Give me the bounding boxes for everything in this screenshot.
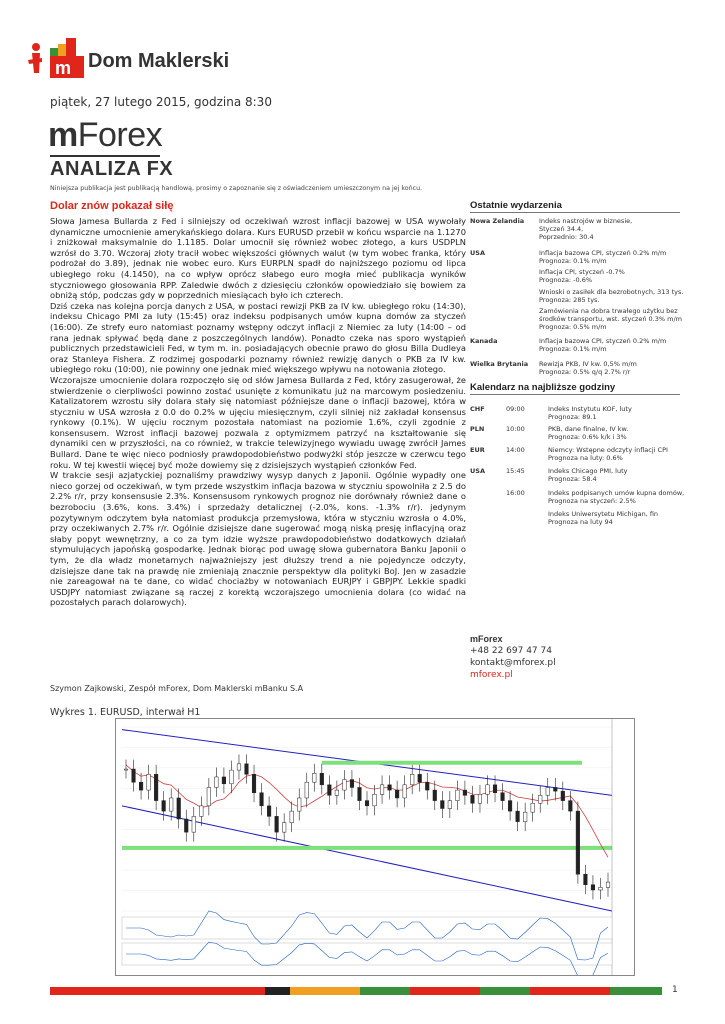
svg-text:m: m [55, 58, 72, 78]
calendar-country: PLN [470, 425, 485, 433]
footer-segment [610, 987, 662, 995]
event-text [539, 268, 714, 284]
calendar-line: Indeks Chicago PMI, luty [548, 467, 628, 475]
contact-name: mForex [470, 634, 503, 644]
candle-body [538, 795, 542, 803]
candle-body [433, 790, 437, 801]
candle-body [561, 791, 565, 800]
contact-block [470, 633, 556, 681]
event-line: Prognoza: 0.1% m/m [539, 345, 607, 354]
candle-body [373, 794, 377, 806]
events-title: Ostatnie wydarzenia [470, 200, 562, 211]
candle-body [328, 785, 332, 796]
candle-body [132, 769, 136, 782]
candle-body [576, 811, 580, 874]
indicator-pane-1 [122, 917, 612, 939]
eurusd-chart [115, 718, 635, 976]
footer-segment [50, 987, 215, 995]
events-divider [470, 212, 680, 213]
candle-body [230, 770, 234, 784]
page-number: 1 [672, 985, 678, 995]
calendar-divider [470, 394, 680, 395]
candle-body [388, 785, 392, 790]
footer-segment [530, 987, 610, 995]
calendar-line: Prognoza: 89.1 [548, 413, 597, 422]
calendar-desc [548, 405, 718, 421]
event-line: Prognoza: 0.1% m/m [539, 257, 607, 266]
candle-body [335, 790, 339, 795]
author: Szymon Zajkowski, Zespół mForex, Dom Maklerski mBanku S.A [50, 684, 304, 693]
event-line: Rewizja PKB, IV kw. 0,5% m/m [539, 360, 637, 368]
candle-body [297, 798, 301, 811]
candle-body [350, 780, 354, 788]
subtitle: ANALIZA FX [50, 158, 174, 180]
calendar-country: CHF [470, 405, 485, 413]
calendar-desc [548, 489, 718, 505]
calendar-title: Kalendarz na najbliższe godziny [470, 382, 616, 393]
calendar-desc [548, 446, 718, 462]
event-line: Prognoza: 285 tys. [539, 296, 600, 305]
candle-body [508, 801, 512, 812]
candle-body [531, 803, 535, 812]
footer-segment [215, 987, 265, 995]
logo-text: Dom Maklerski [88, 50, 230, 72]
candle-body [584, 874, 588, 885]
candle-body [410, 774, 414, 785]
event-text [539, 217, 714, 242]
footer-color-bar [50, 987, 662, 995]
candle-body [312, 773, 316, 782]
candle-body [305, 782, 309, 798]
candle-body [358, 787, 362, 800]
footer-segment [360, 987, 410, 995]
calendar-country: EUR [470, 446, 485, 454]
candle-body [553, 787, 557, 791]
paragraph: Wczorajsze umocnienie dolara rozpoczęło się od słów Jamesa Bullarda z Fed, który zasugerował, że stwierdzenie o cierpliwości powinno zostać usunięte z komunikatu już na marcowym posiedzeniu. Katalizatorem wzrostu siły dolara stały się natomiast późniejsze dane o inflacji bazowej, która w styczniu w USA wzrosła z 0.0 do 0.2% w ujęciu miesięcznym, czyli silniej niż zakładał konsensus rynkowy (0.1%). W ujęciu rocznym pozostała natomiast na poziomie 1.6%, czyli zgodnie z konsensusem. Wzrost inflacji bazowej pozwala z optymizmem patrzyć na kształtowanie się dynamiki cen w przyszłości, na co również, w trakcie telewizyjnego wywiadu uwagę zwrócił James Bullard. Dane te więc nieco podniosły prawdopodobieństwo podwyżki stóp jeszcze w czerwcu tego roku. W tej kwestii więcej być może dowiemy się z dzisiejszych wystąpień członków Fed. [50, 374, 466, 470]
candle-body [501, 793, 505, 801]
candle-body [569, 801, 573, 812]
candle-body [154, 774, 158, 800]
calendar-time: 14:00 [506, 446, 525, 454]
event-line: Zamówienia na dobra trwałego użytku bez [539, 307, 678, 315]
candle-body [478, 794, 482, 803]
candle-body [290, 811, 294, 823]
brand-main: Forex [77, 116, 163, 154]
event-line: Wnioski o zasiłek dla bezrobotnych, 313 tys. [539, 288, 684, 296]
calendar-desc [548, 467, 718, 483]
candle-body [139, 782, 143, 790]
candle-body [365, 801, 369, 806]
calendar-time: 15:45 [506, 467, 525, 475]
event-country: Nowa Zelandia [470, 217, 525, 225]
calendar-desc [548, 425, 718, 441]
candle-body [147, 774, 151, 790]
event-text [539, 307, 714, 332]
candle-body [222, 777, 226, 784]
candle-body [282, 823, 286, 832]
calendar-desc [548, 510, 718, 526]
event-text [539, 249, 714, 265]
event-line: środków transportu, wst. styczeń 0.3% m/m [539, 315, 682, 324]
footer-segment [290, 987, 360, 995]
candle-body [343, 780, 347, 791]
publication-date: piątek, 27 lutego 2015, godzina 8:30 [50, 95, 272, 109]
event-text [539, 288, 714, 304]
event-text [539, 360, 714, 376]
candle-body [599, 887, 603, 890]
candle-body [448, 801, 452, 809]
calendar-line: Prognoza na luty: 0.6% [548, 454, 623, 463]
event-line: Inflacja CPI, styczeń -0.7% [539, 268, 625, 276]
candle-body [200, 806, 204, 817]
event-text [539, 337, 714, 353]
calendar-line: PKB, dane finalne, IV kw. [548, 425, 629, 433]
chart-caption: Wykres 1. EURUSD, interwał H1 [50, 707, 201, 718]
candle-body [403, 785, 407, 798]
event-line: Prognoza: -0.6% [539, 276, 593, 285]
contact-url[interactable]: mforex.pl [470, 670, 513, 680]
calendar-line: Niemcy: Wstępne odczyty inflacji CPI [548, 446, 668, 454]
candle-body [493, 785, 497, 793]
event-line: Prognoza: 0.5% q/q 2.7% r/r [539, 368, 631, 377]
candle-body [486, 785, 490, 794]
calendar-line: Prognoza na luty 94 [548, 518, 613, 527]
candle-body [245, 764, 249, 775]
calendar-line: Indeks Instytutu KOF, luty [548, 405, 632, 413]
candle-body [252, 774, 256, 792]
candle-body [463, 790, 467, 795]
calendar-time: 16:00 [506, 489, 525, 497]
calendar-line: Prognoza: 0.6% k/k i 3% [548, 433, 627, 442]
candle-body [320, 773, 324, 785]
contact-phone: +48 22 697 47 74 [470, 646, 552, 656]
calendar-country: USA [470, 467, 485, 475]
candle-body [215, 777, 219, 788]
article-body [50, 216, 466, 608]
event-line: Styczeń 34.4, [539, 225, 584, 234]
candle-body [418, 774, 422, 782]
candle-body [546, 787, 550, 795]
candle-body [267, 806, 271, 817]
brand-prefix: m [48, 116, 78, 154]
paragraph: W trakcie sesji azjatyckiej poznaliśmy prawdziwy wysyp danych z Japonii. Ogólnie wypadły one nieco gorzej od oczekiwań, w tym przede wszystkim inflacja bazowa w styczniu spowolniła z 2.5 do 2.2% r/r, przy konsensusie 2.3%. Konsensusom rynkowych prognoz nie dorównały również dane o bezrobociu (3.6%, kons. 3.4%) i sprzedaży detalicznej (-2.0%, kons. -1.3% r/r). jedynym pozytywnym odczytem była natomiast produkcja przemysłowa, która w styczniu wzrosła o 4.0%, przy oczekiwanych 2.7% r/r. Ogólnie dzisiejsze dane sugerować mogą niską presję inflacyjną oraz słaby popyt wewnętrzny, a co za tym idzie wyższe prawdopodobieństwo dodatkowych działań stymulujących japońską gospodarkę. Jednak biorąc pod uwagę słowa gubernatora Banku Japonii o tym, że dla władz monetarnych najważniejszy jest dłuższy trend a nie pojedyncze odczyty, dzisiejsze dane tak na prawdę nie zmieniają znacznie perspektyw dla polityki BoJ. Jen w zasadzie nie zareagował na te dane, co widać chociażby w notowaniach EURJPY i GBPJPY. Lekkie spadki USDJPY natomiast związane są raczej z korektą wczorajszego umocnienia dolara (co widać na pozostałych parach dolarowych). [50, 470, 466, 608]
calendar-time: 10:00 [506, 425, 525, 433]
calendar-line: Prognoza na styczeń: 2.5% [548, 497, 636, 506]
candle-body [395, 790, 399, 798]
candle-body [275, 816, 279, 832]
event-line: Indeks nastrojów w biznesie, [539, 217, 633, 225]
footer-segment [410, 987, 480, 995]
candle-body [606, 882, 610, 887]
event-country: Wielka Brytania [470, 360, 529, 368]
paragraph: Słowa Jamesa Bullarda z Fed i silniejszy od oczekiwań wzrost inflacji bazowej w USA wywołały dynamiczne umocnienie amerykańskiego dolara. Kurs EURUSD przebił w końcu wsparcie na 1.1270 i zniżkował maksymalnie do 1.1185. Dolar umocnił się również wobec złotego, a kurs USDPLN wzrósł do 3.70. Wczoraj złoty tracił wobec większości głównych walut (w tym wobec franka, który podrożał do 3.89), jednak nie wobec euro. Kurs EURPLN spadł do najniższego poziomu od lipca ubiegłego roku (4.1450), na co wpływ oprócz słabego euro mogła mieć publikacja wyników styczniowego głosowania RPP. Zaledwie dwóch z dziesięciu członków opowiedziało się bowiem za obniżą stóp, podczas gdy w poprzednich miesiącach było ich czterech. [50, 216, 466, 301]
brand-divider [50, 155, 160, 157]
event-line: Poprzednio: 30.4 [539, 233, 594, 242]
indicator-pane-2 [122, 943, 612, 965]
calendar-time: 09:00 [506, 405, 525, 413]
event-country: Kanada [470, 337, 498, 345]
candle-body [441, 801, 445, 809]
candle-body [591, 885, 595, 890]
candle-body [124, 769, 128, 770]
brand-title [48, 116, 162, 155]
calendar-line: Prognoza: 58.4 [548, 475, 597, 484]
article-title: Dolar znów pokazał siłę [50, 200, 174, 212]
candle-body [237, 764, 241, 770]
candle-body [260, 793, 264, 806]
candle-body [192, 816, 196, 832]
event-line: Inflacja bazowa CPI, styczeń 0.2% m/m [539, 249, 667, 257]
footer-segment [480, 987, 530, 995]
event-country: USA [470, 249, 485, 257]
paragraph: Dziś czeka nas kolejna porcja danych z USA, w postaci rewizji PKB za IV kw. ubiegłego roku (14:30), indeksu Chicago PMI za luty (15:45) oraz indeksu podpisanych umów kupna domów za styczeń (16:00). Ze strefy euro natomiast poznamy wstępny odczyt inflacji z Niemiec za luty (14:00 – od rana jednak spływać będą dane z poszczególnych landów). Ponadto czeka nas sporo wystąpień publicznych przedstawicieli Fed, w tym m. in. posiadających obecnie prawo do głosu Billa Dudleya oraz Stanleya Fishera. Z rodzimej gospodarki poznamy również rewizję danych o PKB za IV kw. ubiegłego roku (10:00), nie powinny one jednak mieć większego wpływu na notowania złotego. [50, 300, 466, 375]
candle-body [425, 782, 429, 790]
candle-body [177, 798, 181, 819]
candle-body [523, 812, 527, 821]
candle-body [162, 801, 166, 812]
candle-body [184, 819, 188, 832]
calendar-line: Indeks podpisanych umów kupna domów, [548, 489, 685, 497]
contact-email[interactable]: kontakt@mforex.pl [470, 658, 556, 668]
candle-body [456, 790, 460, 801]
candle-body [471, 795, 475, 803]
footer-segment [265, 987, 290, 995]
event-line: Inflacja bazowa CPI, styczeń 0.2% m/m [539, 337, 667, 345]
candle-body [380, 785, 384, 794]
disclaimer: Niniejsza publikacja jest publikacją handlową, prosimy o zapoznanie się z oświadczeniem umieszczonym na jej końcu. [50, 185, 423, 192]
event-line: Prognoza: 0.5% m/m [539, 323, 607, 332]
candle-body [207, 787, 211, 805]
calendar-line: Indeks Uniwersytetu Michigan, fin [548, 510, 659, 518]
candle-body [516, 811, 520, 822]
candle-body [169, 798, 173, 811]
